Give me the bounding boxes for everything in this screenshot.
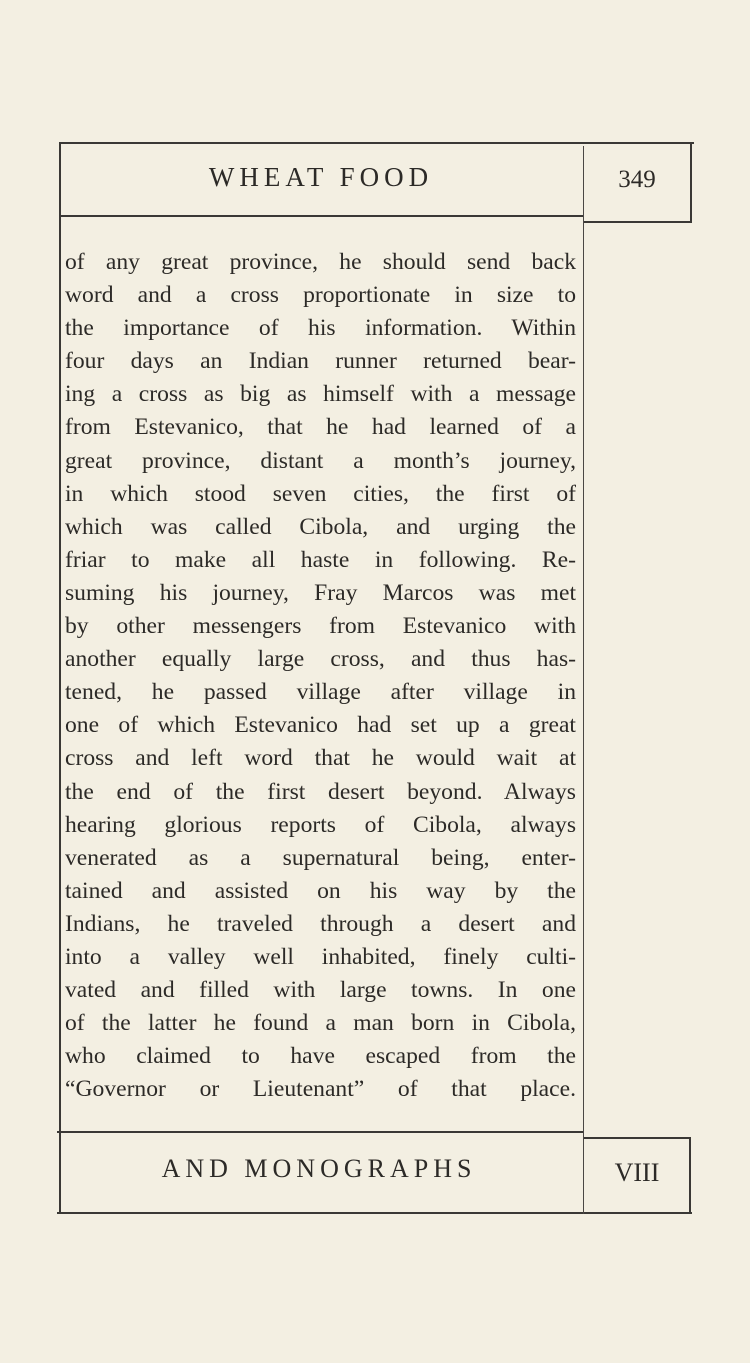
text-line: the end of the first desert beyond. Always xyxy=(65,778,576,805)
text-line: from Estevanico, that he had learned of a xyxy=(65,414,576,441)
text-line: another equally large cross, and thus has- xyxy=(65,646,576,673)
header-rule xyxy=(61,215,583,217)
text-line: word and a cross proportionate in size to xyxy=(65,282,576,309)
footer-rule-margin xyxy=(584,1137,691,1139)
text-line: four days an Indian runner returned bear- xyxy=(65,348,576,375)
page-frame xyxy=(57,142,694,1214)
header-rule-margin xyxy=(584,221,692,223)
text-line: suming his journey, Fray Marcos was met xyxy=(65,579,576,606)
text-line: vated and filled with large towns. In one xyxy=(65,977,576,1004)
text-line: hearing glorious reports of Cibola, always xyxy=(65,811,576,838)
text-line: of the latter he found a man born in Cibola, xyxy=(65,1010,576,1037)
text-line: tened, he passed village after village in xyxy=(65,679,576,706)
volume-number: VIII xyxy=(614,1158,660,1187)
text-line: in which stood seven cities, the first of xyxy=(65,480,576,507)
text-line: “Governor or Lieutenant” of that place. xyxy=(65,1076,576,1103)
running-foot: AND MONOGRAPHS xyxy=(161,1154,477,1183)
page-number: 349 xyxy=(618,166,656,193)
column-divider-rule xyxy=(583,146,584,1214)
text-line: venerated as a supernatural being, enter- xyxy=(65,844,576,871)
text-line: tained and assisted on his way by the xyxy=(65,877,576,904)
text-line: Indians, he traveled through a desert and xyxy=(65,910,576,937)
text-line: of any great province, he should send back xyxy=(65,249,576,275)
text-line: one of which Estevanico had set up a great xyxy=(65,712,576,739)
body-text xyxy=(65,246,576,1106)
frame-top-rule xyxy=(59,142,694,144)
text-line: by other messengers from Estevanico with xyxy=(65,613,576,640)
text-line: the importance of his information. Within xyxy=(65,315,576,342)
text-line: great province, distant a month’s journey, xyxy=(65,447,576,474)
text-line: cross and left word that he would wait at xyxy=(65,745,576,772)
text-line: friar to make all haste in following. Re- xyxy=(65,546,576,573)
text-line: ing a cross as big as himself with a message xyxy=(65,381,576,408)
footer-rule xyxy=(57,1131,583,1133)
text-line: into a valley well inhabited, finely culti- xyxy=(65,943,576,970)
text-line: who claimed to have escaped from the xyxy=(65,1043,576,1070)
frame-right-rule xyxy=(690,142,692,222)
text-line: which was called Cibola, and urging the xyxy=(65,513,576,540)
running-head: WHEAT FOOD xyxy=(208,162,434,192)
frame-bottom-rule xyxy=(57,1212,692,1214)
frame-left-rule xyxy=(59,142,61,1214)
